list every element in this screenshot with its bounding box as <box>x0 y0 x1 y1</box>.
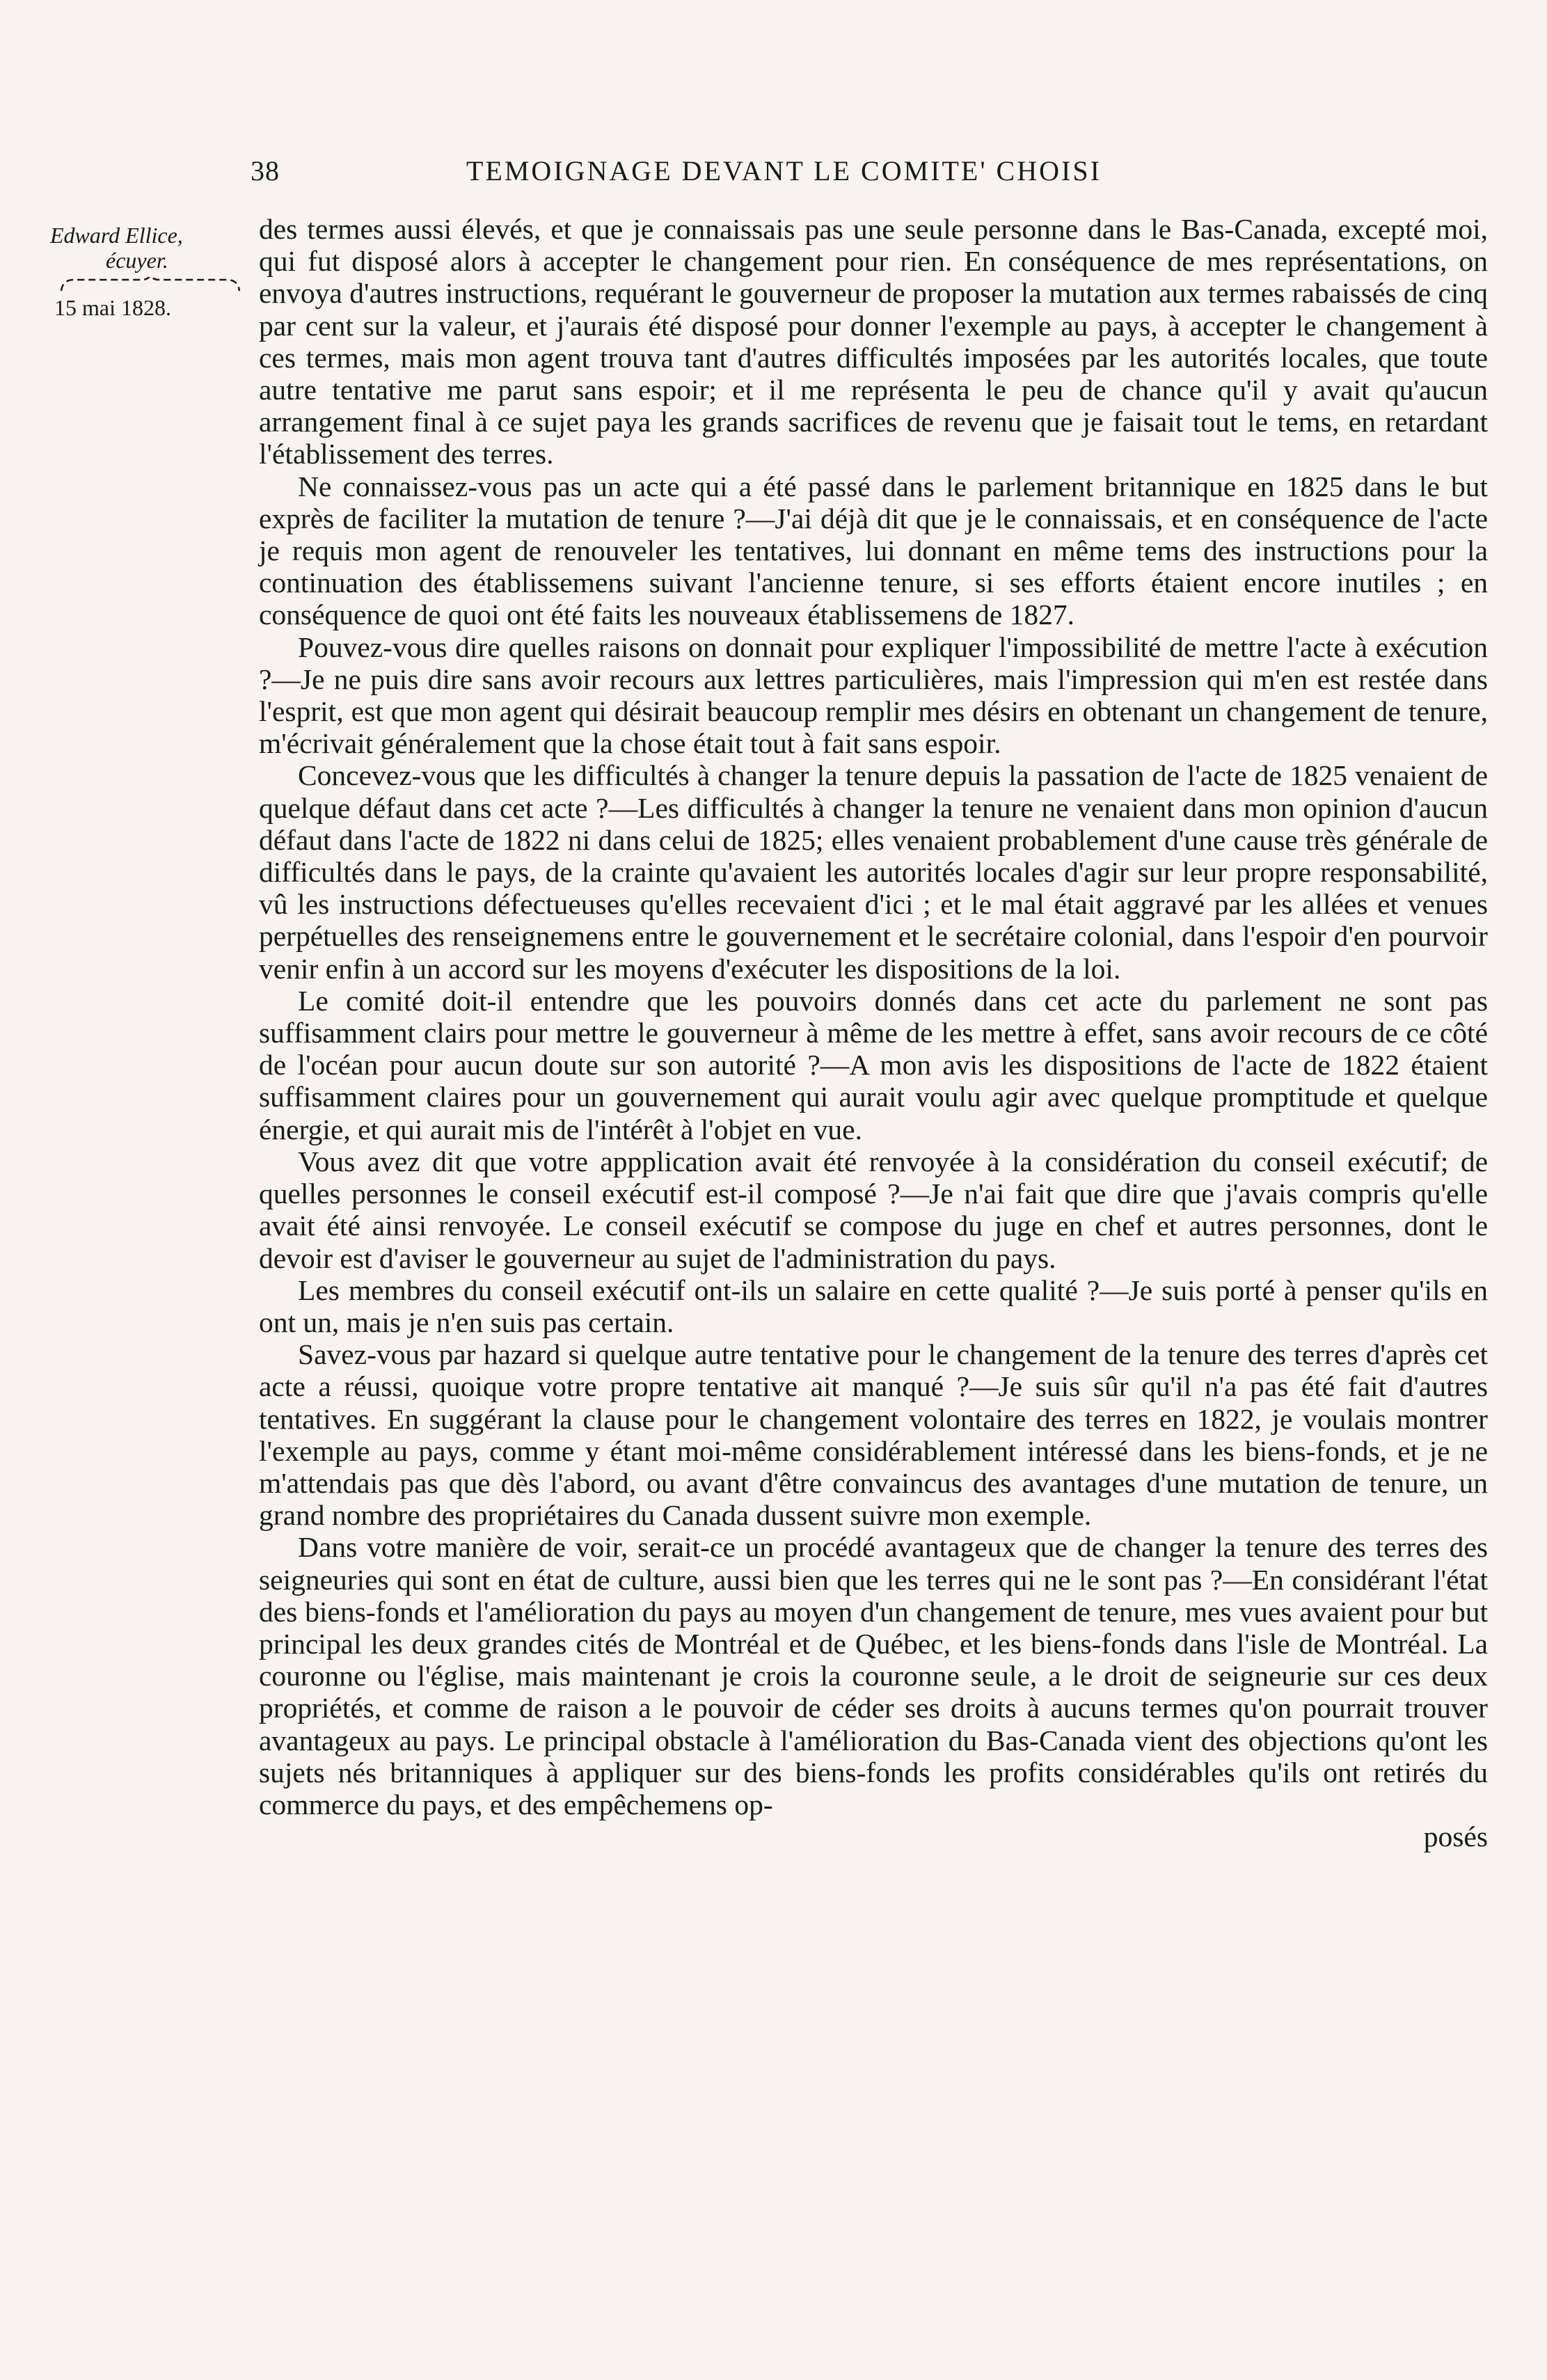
body-text <box>259 213 1488 1853</box>
paragraph: des termes aussi élevés, et que je connaissais pas une seule personne dans le Bas-Canada, excepté moi, qui fut disposé alors à accepter le changement pour rien. En conséquence de mes représentations, on envoya d'autres instructions, requérant le gouverneur de proposer la mutation aux termes rabaissés de cinq par cent sur la valeur, et j'aurais été disposé pour donner l'exemple au pays, à accepter le changement à ces termes, mais mon agent trouva tant d'autres difficultés imposées par les autorités locales, que toute autre tentative me parut sans espoir; et il me représenta le peu de chance qu'il y avait qu'aucun arrangement final à ce sujet paya les grands sacrifices de revenu que je faisait tout le tems, en retardant l'établissement des terres. <box>259 213 1488 470</box>
witness-title: écuyer. <box>106 248 168 273</box>
paragraph: Les membres du conseil exécutif ont-ils un salaire en cette qualité ?—Je suis porté à penser qu'ils en ont un, mais je n'en suis pas certain. <box>259 1274 1488 1338</box>
testimony-date: 15 mai 1828. <box>54 295 171 320</box>
paragraph: Pouvez-vous dire quelles raisons on donnait pour expliquer l'impossibilité de mettre l'acte à exécution ?—Je ne puis dire sans avoir recours aux lettres particulières, mais l'impression qui m'en est restée dans l'esprit, est que mon agent qui désirait beaucoup remplir mes désirs en obtenant un changement de tenure, m'écrivait généralement que la chose était tout à fait sans espoir. <box>259 630 1488 760</box>
catchword: posés <box>1423 1820 1488 1853</box>
paragraph: Ne connaissez-vous pas un acte qui a été passé dans le parlement britannique en 1825 dans le but exprès de faciliter la mutation de tenure ?—J'ai déjà dit que je le connaissais, et en conséquence de l'acte je requis mon agent de renouveler les tentatives, lui donnant en même tems des instructions pour la continuation des établissemens suivant l'ancienne tenure, si ses efforts étaient encore inutiles ; en conséquence de quoi ont été faits les nouveaux établissemens de 1827. <box>259 470 1488 631</box>
running-title: TEMOIGNAGE DEVANT LE COMITE' CHOISI <box>466 155 1102 187</box>
witness-name: Edward Ellice, <box>50 223 183 248</box>
page-number: 38 <box>251 155 280 187</box>
paragraph: Savez-vous par hazard si quelque autre tentative pour le changement de la tenure des terres d'après cet acte a réussi, quoique votre propre tentative ait manqué ?—Je suis sûr qu'il n'a pas été fait d'autres tentatives. En suggérant la clause pour le changement volontaire des terres en 1822, je voulais montrer l'exemple au pays, comme y étant moi-même considérablement intéressé dans les biens-fonds, et je ne m'attendais pas que dès l'abord, ou avant d'être convaincus des avantages d'une mutation de tenure, un grand nombre des propriétaires du Canada dussent suivre mon exemple. <box>259 1338 1488 1532</box>
paragraph: Concevez-vous que les difficultés à changer la tenure depuis la passation de l'acte de 1825 venaient de quelque défaut dans cet acte ?—Les difficultés à changer la tenure ne venaient dans mon opinion d'aucun défaut dans l'acte de 1822 ni dans celui de 1825; elles venaient probablement d'une cause très générale de difficultés dans le pays, de la crainte qu'avaient les autorités locales d'agir sur leur propre responsabilité, vû les instructions défectueuses qu'elles recevaient d'ici ; et le mal était aggravé par les allées et venues perpétuelles des renseignemens entre le gouvernement et le secrétaire colonial, dans l'espoir d'en pourvoir venir enfin à un accord sur les moyens d'exécuter les dispositions de la loi. <box>259 759 1488 985</box>
margin-note <box>50 223 259 320</box>
paragraph: Vous avez dit que votre appplication avait été renvoyée à la considération du conseil exécutif; de quelles personnes le conseil exécutif est-il composé ?—Je n'ai fait que dire que j'avais compris qu'elle avait été ainsi renvoyée. Le conseil exécutif se compose du juge en chef et autres personnes, dont le devoir est d'aviser le gouverneur au sujet de l'administration du pays. <box>259 1145 1488 1274</box>
brace-icon <box>60 277 241 294</box>
paragraph: Dans votre manière de voir, serait-ce un procédé avantageux que de changer la tenure des terres des seigneuries qui sont en état de culture, aussi bien que les terres qui ne le sont pas ?—En considérant l'état des biens-fonds et l'amélioration du pays au moyen d'un changement de tenure, mes vues avaient pour but principal les deux grandes cités de Montréal et de Québec, et les biens-fonds dans l'isle de Montréal. La couronne ou l'église, mais maintenant je crois la couronne seule, a le droit de seigneurie sur ces deux propriétés, et comme de raison a le pouvoir de céder ses droits à aucuns termes qu'on pourrait trouver avantageux au pays. Le principal obstacle à l'amélioration du Bas-Canada vient des objections qu'ont les sujets nés britanniques à appliquer sur des biens-fonds les profits considérables qu'ils ont retirés du commerce du pays, et des empêchemens op- <box>259 1531 1488 1820</box>
page-header <box>251 154 1496 196</box>
paragraph: Le comité doit-il entendre que les pouvoirs donnés dans cet acte du parlement ne sont pas suffisamment clairs pour mettre le gouverneur à même de les mettre à effet, sans avoir recours de ce côté de l'océan pour aucun doute sur son autorité ?—A mon avis les dispositions de l'acte de 1822 étaient suffisamment claires pour un gouvernement qui aurait voulu agir avec quelque promptitude et quelque énergie, et qui aurait mis de l'intérêt à l'objet en vue. <box>259 984 1488 1145</box>
